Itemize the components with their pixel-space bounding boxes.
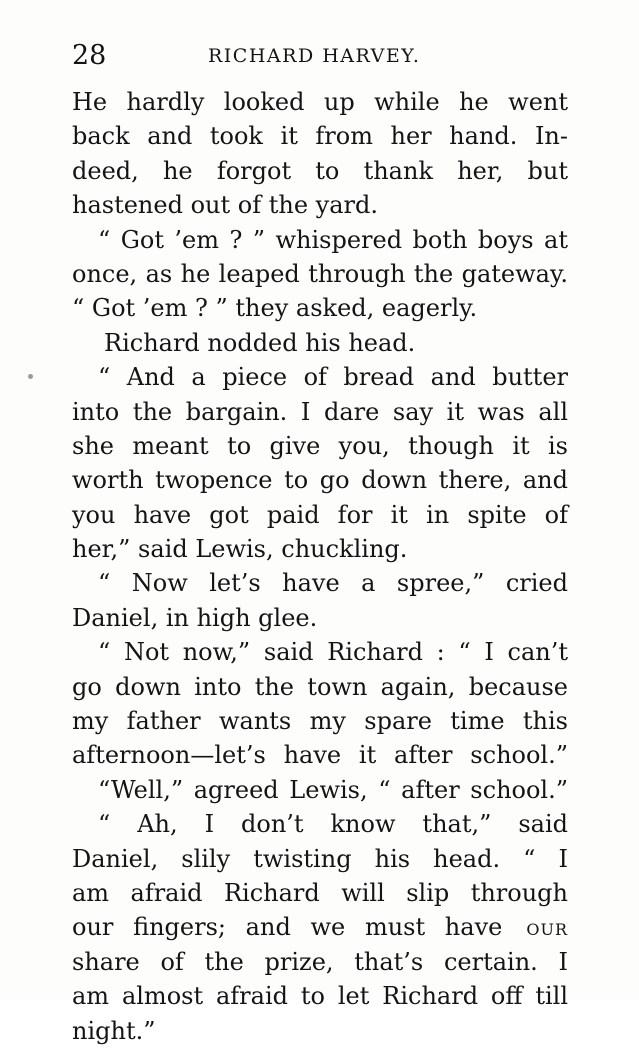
text-line: “ Now let’s have a spree,” cried [98,569,568,598]
text-line: “ And a piece of bread and butter [98,363,568,392]
text-line-part: our fingers; and we must have [72,913,503,942]
text-line: “ Got ’em ? ” whispered both boys at [98,225,568,254]
page-number: 28 [72,40,107,71]
text-line: deed, he forgot to thank her, but [72,156,568,185]
text-line: “ Ah, I don’t know that,” said [98,810,568,839]
text-line: Daniel, slily twisting his head. “ I [72,844,568,873]
text-line: Daniel, in high glee. [72,603,318,632]
text-line: “ Not now,” said Richard : “ I can’t [98,638,568,667]
text-line: afternoon—let’s have it after school.” [72,741,568,770]
text-line: hastened out of the yard. [72,191,378,220]
text-line: go down into the town again, because [72,672,568,701]
text-line: back and took it from her hand. In- [72,122,568,151]
text-line [72,910,568,944]
text-line: worth twopence to go down there, and [72,466,568,495]
small-caps-word: OUR [526,920,568,940]
text-line: Richard nodded his head. [104,328,416,357]
text-line: her,” said Lewis, chuckling. [72,535,408,564]
running-title: RICHARD HARVEY. [208,45,421,67]
text-line: “Well,” agreed Lewis, “ after school.” [98,775,568,804]
text-line: my father wants my spare time this [72,707,568,736]
text-line: into the bargain. I dare say it was all [72,397,568,426]
print-speck [28,374,33,379]
text-line: share of the prize, that’s certain. I [72,947,568,976]
text-line: once, as he leaped through the gateway. [72,259,568,288]
text-line: “ Got ’em ? ” they asked, eagerly. [72,294,478,323]
text-line: He hardly looked up while he went [72,88,568,116]
body-text [72,85,568,1048]
text-line: you have got paid for it in spite of [72,500,568,529]
text-line: am afraid Richard will slip through [72,878,568,907]
page-header [72,36,568,76]
text-line: night.” [72,1016,156,1045]
text-line: am almost afraid to let Richard off till [72,982,568,1011]
text-line: she meant to give you, though it is [72,431,568,460]
